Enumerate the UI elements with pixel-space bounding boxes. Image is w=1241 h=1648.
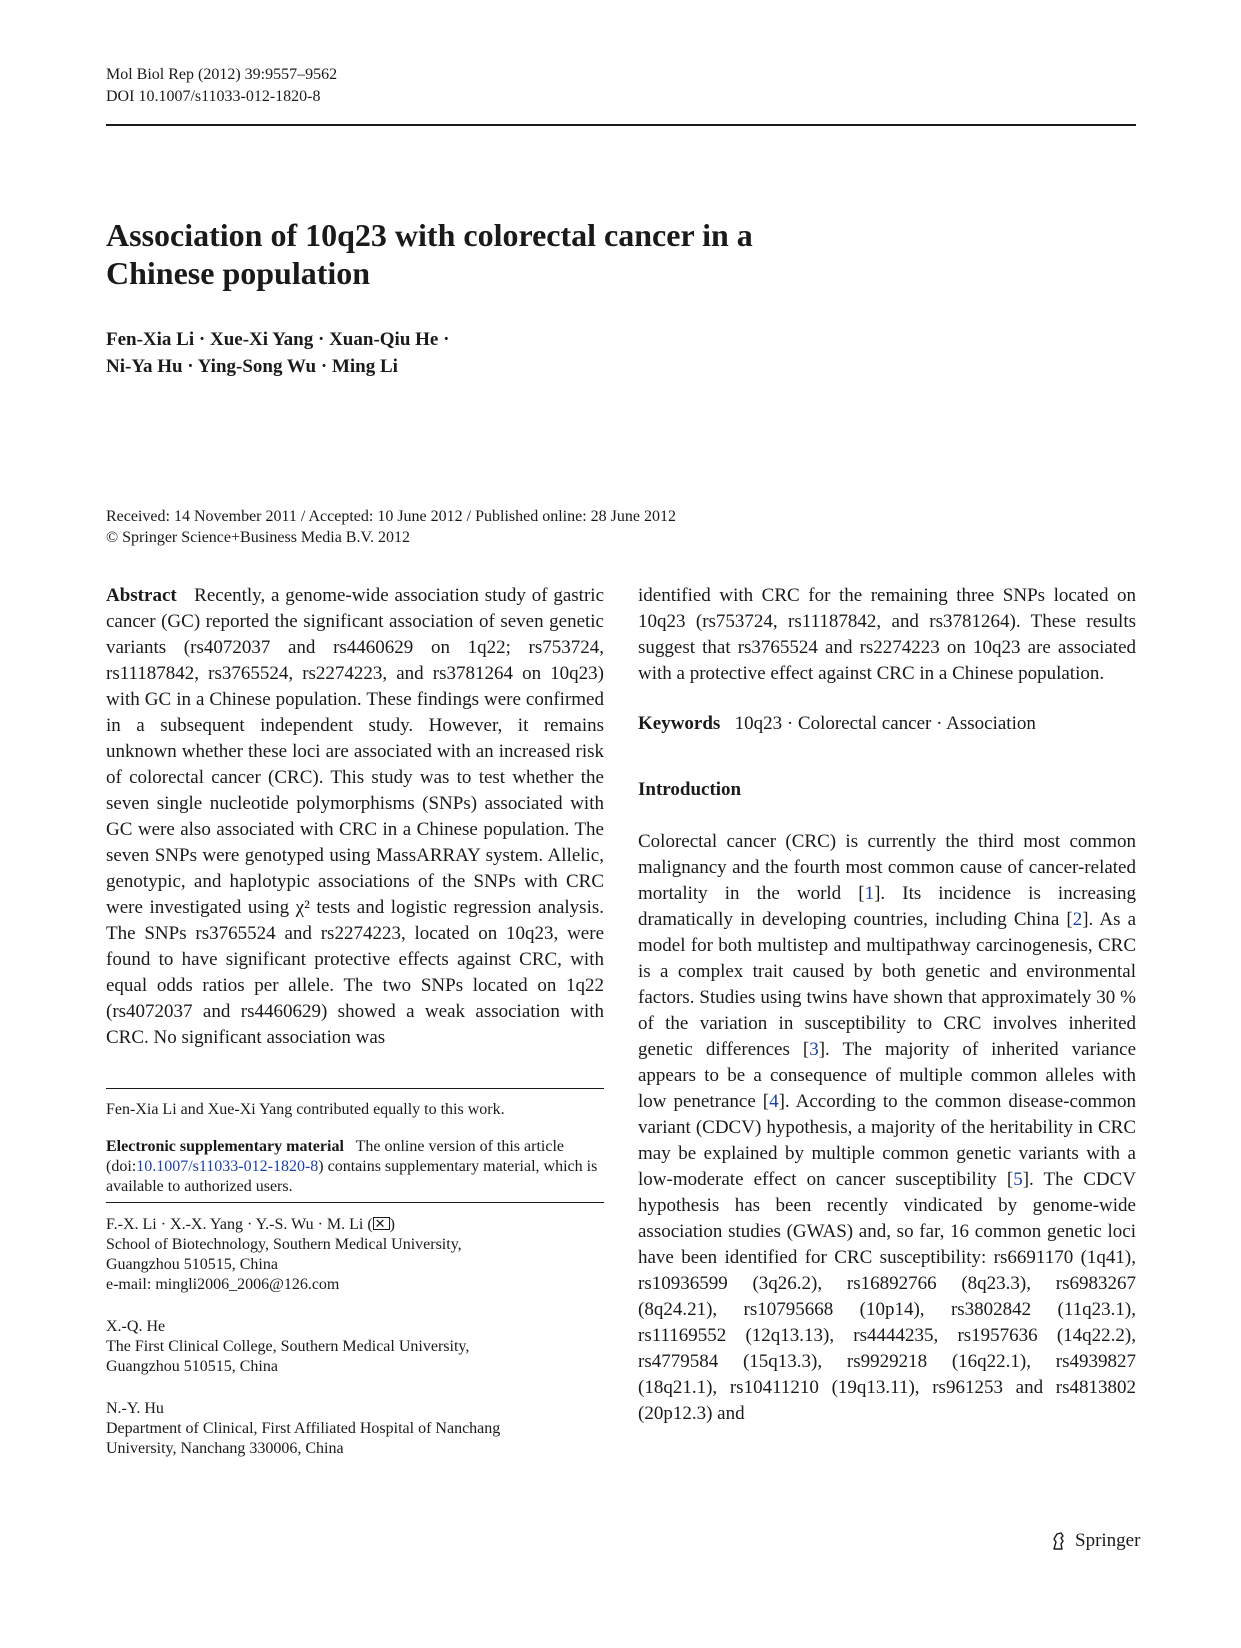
supplementary-note: [106, 1137, 604, 1197]
journal-citation: Mol Biol Rep (2012) 39:9557–9562: [106, 66, 338, 83]
intro-text: ]. According to the common disease-common variant (CDCV) hypothesis, a majority of the heritability in CRC may be explained by multiple common genetic variants with a low-moderate effect on cancer susceptibility [: [638, 1091, 1136, 1190]
affiliation-3: [106, 1399, 604, 1459]
affiliation-1-names-end: ): [389, 1216, 395, 1233]
esm-doi-link[interactable]: 10.1007/s11033-012-1820-8: [136, 1158, 319, 1175]
citation-ref-4[interactable]: 4: [769, 1091, 779, 1112]
affiliation-2-line: The First Clinical College, Southern Medical University,: [106, 1338, 470, 1355]
intro-text: Colorectal cancer (CRC) is currently the third most common malignancy and the fourth most common cause of cancer-related mortality in the world [: [638, 831, 1136, 904]
springer-horse-icon: [1048, 1530, 1070, 1552]
abstract-text-left: Recently, a genome-wide association study of gastric cancer (GC) reported the significant association of seven genetic variants (rs4072037 and rs4460629 on 1q22; rs753724, rs11187842, rs3765524, rs2274223, and rs3781264 on 10q23) with GC in a Chinese population. These findings were confirmed in a subsequent independent study. However, it remains unknown whether these loci are associated with an increased risk of colorectal cancer (CRC). This study was to test whether the seven single nucleotide polymorphisms (SNPs) associated with GC were also associated with CRC in a Chinese population. The seven SNPs were genotyped using MassARRAY system. Allelic, genotypic, and haplotypic associations of the SNPs with CRC were investigated using χ² tests and logistic regression analysis. The SNPs rs3765524 and rs2274223, located on 10q23, were found to have significant protective effects against CRC, with equal odds ratios per allele. The two SNPs located on 1q22 (rs4072037 and rs4460629) showed a weak association with CRC. No significant association was: [106, 585, 605, 1048]
intro-text: ]. As a model for both multistep and multipathway carcinogenesis, CRC is a complex trait caused by both genetic and environmental factors. Studies using twins have shown that approximately 30 % of the variation in susceptibility to CRC involves inherited genetic differences [: [638, 909, 1136, 1060]
abstract: [106, 583, 604, 1051]
affiliation-1: [106, 1215, 604, 1295]
copyright: © Springer Science+Business Media B.V. 2012: [106, 529, 410, 546]
affiliation-3-line: Department of Clinical, First Affiliated Hospital of Nanchang: [106, 1420, 501, 1437]
affiliation-1-line: Guangzhou 510515, China: [106, 1256, 278, 1273]
publisher-name: Springer: [1075, 1530, 1141, 1551]
author-list: [106, 326, 449, 380]
abstract-continued: identified with CRC for the remaining three SNPs located on 10q23 (rs753724, rs11187842, and rs3781264). These results suggest that rs3765524 and rs2274223 on 10q23 are associated with a protective effect against CRC in a Chinese population.: [638, 585, 1136, 684]
citation-ref-5[interactable]: 5: [1013, 1169, 1023, 1190]
left-column: [106, 583, 604, 1051]
citation-ref-1[interactable]: 1: [864, 883, 875, 904]
esm-label: Electronic supplementary material: [106, 1138, 344, 1155]
citation-ref-3[interactable]: 3: [809, 1039, 819, 1060]
affiliation-rule: [106, 1202, 604, 1203]
affiliation-1-names: F.-X. Li · X.-X. Yang · Y.-S. Wu · M. Li (: [106, 1216, 373, 1233]
article-title: Association of 10q23 with colorectal cancer in a Chinese population: [106, 217, 753, 291]
introduction-heading: Introduction: [638, 779, 742, 800]
intro-text: ]. Its incidence is increasing dramatically in developing countries, including China [: [638, 883, 1136, 930]
introduction-paragraph: [638, 829, 1136, 1427]
doi: DOI 10.1007/s11033-012-1820-8: [106, 88, 321, 105]
footnote-rule: [106, 1088, 604, 1089]
journal-header: [106, 64, 337, 108]
publisher-mark: [1048, 1530, 1140, 1552]
keywords-label: Keywords: [638, 713, 721, 734]
article-dates: [106, 506, 676, 548]
header-rule: [106, 124, 1136, 126]
corresponding-email: e-mail: mingli2006_2006@126.com: [106, 1276, 340, 1293]
authors-line-1: Fen-Xia Li · Xue-Xi Yang · Xuan-Qiu He ·: [106, 329, 450, 350]
affiliation-1-line: School of Biotechnology, Southern Medical University,: [106, 1236, 462, 1253]
keywords: [638, 711, 1136, 737]
affiliation-3-line: University, Nanchang 330006, China: [106, 1440, 344, 1457]
citation-ref-2[interactable]: 2: [1072, 909, 1083, 930]
affiliation-2-line: Guangzhou 510515, China: [106, 1358, 278, 1375]
equal-contribution-note: Fen-Xia Li and Xue-Xi Yang contributed equally to this work.: [106, 1101, 505, 1118]
abstract-label: Abstract: [106, 585, 177, 606]
esm-text: ) contains supplementary material, which is available to authorized users.: [106, 1158, 598, 1195]
right-column: [638, 583, 1136, 1427]
authors-line-2: Ni-Ya Hu · Ying-Song Wu · Ming Li: [106, 356, 398, 377]
affiliation-2-names: X.-Q. He: [106, 1318, 166, 1335]
received-accepted-published: Received: 14 November 2011 / Accepted: 10 June 2012 / Published online: 28 June 2012: [106, 508, 676, 525]
affiliation-3-names: N.-Y. Hu: [106, 1400, 164, 1417]
affiliation-2: [106, 1317, 604, 1377]
esm-text: The online version of this article (doi:: [106, 1138, 564, 1175]
intro-text: ]. The majority of inherited variance appears to be a consequence of multiple common alleles with low penetrance [: [638, 1039, 1137, 1112]
envelope-icon[interactable]: [373, 1217, 390, 1230]
keywords-text: 10q23 · Colorectal cancer · Association: [734, 713, 1036, 734]
intro-text: ]. The CDCV hypothesis has been recently vindicated by genome-wide association studies (GWAS) and, so far, 16 common genetic loci have been identified for CRC susceptibility: rs6691170 (1q41), rs10936599 (3q26.2), rs16892766 (8q23.3), rs6983267 (8q24.21), rs10795668 (10p14), rs3802842 (11q23.1), rs11169552 (12q13.13), rs4444235, rs1957636 (14q22.2), rs4779584 (15q13.3), rs9929218 (16q22.1), rs4939827 (18q21.1), rs10411210 (19q13.11), rs961253 and rs4813802 (20p12.3) and: [638, 1169, 1136, 1424]
